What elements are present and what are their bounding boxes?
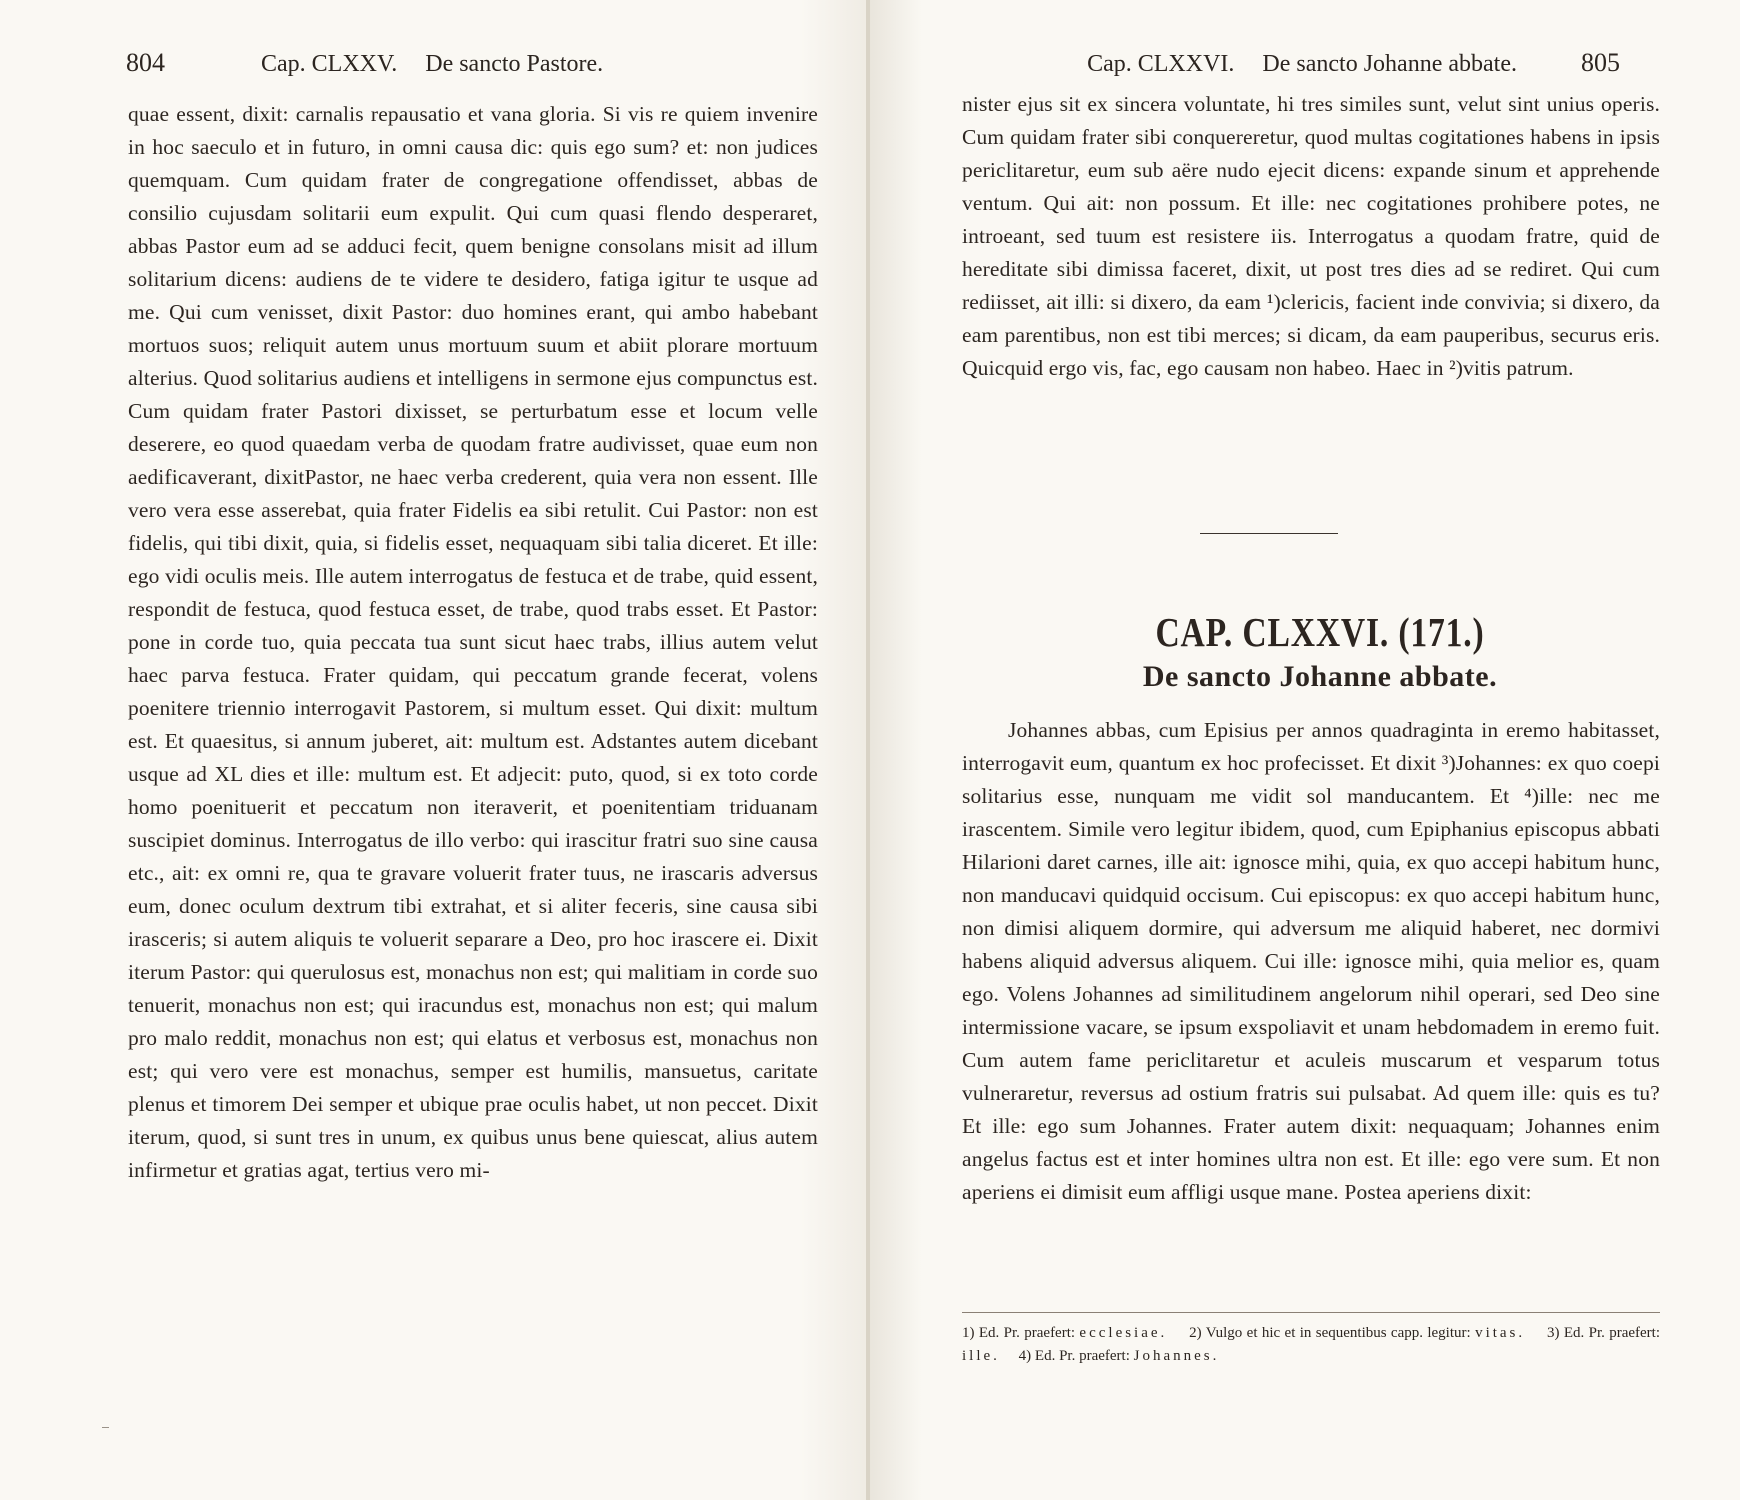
footnote-3-label: 3) Ed. Pr. praefert: — [1546, 1325, 1661, 1341]
footnote-4-word: Johannes. — [1133, 1348, 1220, 1364]
right-page-number: 805 — [1581, 48, 1620, 77]
chapter-heading: CAP. CLXXVI. (171.) — [1155, 609, 1485, 655]
footnote-1-word: ecclesiae. — [1079, 1325, 1168, 1341]
footnote-rule — [962, 1312, 1660, 1313]
right-page — [870, 0, 1740, 1500]
section-divider — [1200, 533, 1338, 534]
scan-speck — [102, 1427, 109, 1428]
chapter-title: De sancto Johanne abbate. — [1142, 660, 1498, 693]
chapter-body-text — [962, 714, 1660, 1209]
footnote-3-word: ille. — [962, 1348, 1000, 1364]
footnote-block — [962, 1322, 1660, 1368]
right-running-head — [1087, 48, 1620, 78]
footnote-4-label: 4) Ed. Pr. praefert: — [1018, 1348, 1130, 1364]
left-page-number: 804 — [126, 48, 165, 77]
continuation-paragraph: nister ejus sit ex sincera voluntate, hi tres similes sunt, velut sint unius operis. Cum quidam frater sibi conquereretur, quod multas cogitationes habens in ipsis periclitaretur, eum sub aëre nudo ejecit dicens: expande sinum et apprehende ventum. Qui ait: non possum. Et ille: nec cogitationes prohibere potes, ne introeant, sed tuum est resistere iis. Interrogatus a quodam fratre, quid de hereditate sibi dimissa faceret, dixit, ut post tres dies ad se rediret. Qui cum rediisset, ait illi: si dixero, da eam ¹)clericis, facient inde convivia; si dixero, da eam parentibus, non est tibi merces; si dicam, da eam pauperibus, securus eris. Quicquid ergo vis, fac, ego causam non habeo. Haec in ²)vitis patrum. — [962, 92, 1660, 380]
continuation-text — [962, 88, 1660, 385]
footnotes — [962, 1322, 1660, 1368]
right-head-chapter: Cap. CLXXVI. — [1087, 51, 1235, 77]
footnote-2-label: 2) Vulgo et hic et in sequentibus capp. legitur: — [1189, 1325, 1471, 1341]
left-head-chapter: Cap. CLXXV. — [261, 51, 398, 77]
left-body-text — [128, 98, 818, 1187]
right-head-title: De sancto Johanne abbate. — [1262, 51, 1517, 77]
left-running-head — [126, 48, 603, 78]
left-paragraph: quae essent, dixit: carnalis repausatio et vana gloria. Si vis re quiem invenire in hoc saeculo et in futuro, in omni causa dic: quis ego sum? et: non judices quemquam. Cum quidam frater de congregatione offendisset, abbas de consilio cujusdam solitarii eum expulit. Qui cum quasi flendo desperaret, abbas Pastor eum ad se adduci fecit, quem benigne consolans misit ad illum solitarium dicens: audiens de te videre te desidero, fatiga igitur te usque ad me. Qui cum venisset, dixit Pastor: duo homines erant, qui ambo habebant mortuos suos; reliquit autem unus mortuum suum et abiit plorare mortuum alterius. Quod solitarius audiens et intelligens in sermone ejus compunctus est. Cum quidam frater Pastori dixisset, se perturbatum esse et locum velle deserere, eo quod quaedam verba de quodam fratre audivisset, quae eum non aedificaverant, dixitPastor, ne haec verba crederent, quia vera non essent. Ille vero vera esse asserebat, quia frater Fidelis ea sibi retulit. Cui Pastor: non est fidelis, qui tibi dixit, quia, si fidelis esset, nequaquam sibi talia diceret. Et ille: ego vidi oculis meis. Ille autem interrogatus de festuca et de trabe, quid essent, respondit de festuca, quod festuca esset, de trabe, quod trabs esset. Et Pastor: pone in corde tuo, quia peccata tua sunt sicut haec trabs, illius autem velut haec parva festuca. Frater quidam, qui peccatum grande fecerat, volens poenitere triennio interrogavit Pastorem, si multum esset. Qui dixit: multum est. Et quaesitus, si annum juberet, ait: multum est. Adstantes autem dicebant usque ad XL dies et ille: multum est. Et adjecit: puto, quod, si ex toto corde homo poenituerit et peccatum non iteraverit, et poenitentiam triduanam suscipiet dominus. Interrogatus de illo verbo: qui irascitur fratri suo sine causa etc., ait: ex omni re, qua te gravare voluerit frater tuus, ne irascaris adversus eum, donec oculum dextrum tibi extrahat, et si aliter feceris, sine causa sibi irasceris; si autem aliquis te voluerit separare a Deo, pro hoc irascere ei. Dixit iterum Pastor: qui querulosus est, monachus non est; qui malitiam in corde suo tenuerit, monachus non est; qui iracundus est, monachus non est; qui malum pro malo reddit, monachus non est; qui elatus et verbosus est, monachus non est; qui vero vere est monachus, semper est humilis, mansuetus, caritate plenus et timorem Dei semper et ubique prae oculis habet, ut non peccet. Dixit iterum, quod, si sunt tres in unum, ex quibus unus bene quiescat, alius autem infirmetur et gratias agat, tertius vero mi- — [128, 102, 818, 1182]
footnote-1-label: 1) Ed. Pr. praefert: — [962, 1325, 1076, 1341]
chapter-paragraph: Johannes abbas, cum Episius per annos quadraginta in eremo habitasset, interrogavit eum, quantum ex hoc profecisset. Et dixit ³)Johannes: ex quo coepi solitarius esse, nunquam me vidit sol manducantem. Et ⁴)ille: nec me irascentem. Simile vero legitur ibidem, quod, cum Epiphanius episcopus abbati Hilarioni daret carnes, ille ait: ignosce mihi, quia, ex quo accepi habitum hunc, non manducavi quidquid occisum. Cui episcopus: ex quo accepi habitum hunc, non dimisi aliquem dormire, qui adversum me aliquid haberet, nec dormivi habens aliquid adversus aliquem. Cui ille: ignosce mihi, quia melior es, quam ego. Volens Johannes ad similitudinem angelorum nihil operari, sed Deo sine intermissione vacare, se ipsum exspoliavit et unam hebdomadem in eremo fuit. Cum autem fame periclitaretur et aculeis muscarum et vesparum totus vulneraretur, reversus ad ostium fratris sui pulsabat. Ad quem ille: quis es tu? Et ille: ego sum Johannes. Frater autem dixit: nequaquam; Johannes enim angelus factus est et inter homines ultra non est. Et ille: ego vere sum. Et non aperiens ei dimisit eum affligi usque mane. Postea aperiens dixit: — [962, 718, 1660, 1204]
footnote-2-word: vitas. — [1475, 1325, 1526, 1341]
left-head-title: De sancto Pastore. — [425, 51, 604, 77]
